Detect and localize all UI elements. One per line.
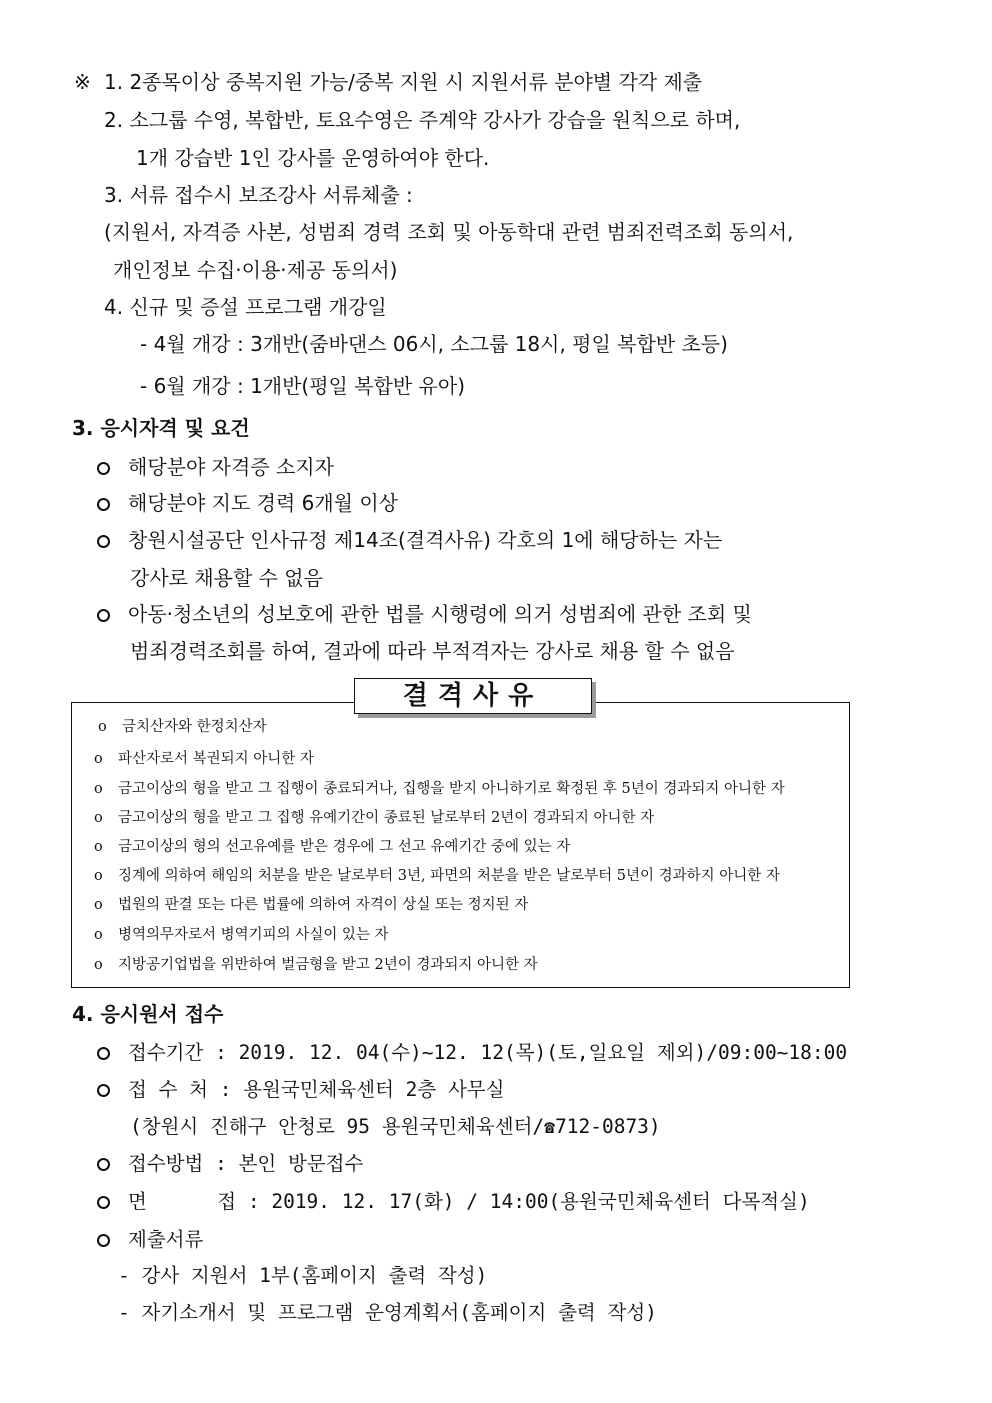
circle-bullet-icon (97, 498, 110, 511)
section3-bullet-3: 창원시설공단 인사규정 제14조(결격사유) 각호의 1에 해당하는 자는 (97, 526, 722, 554)
circle-bullet-icon (97, 462, 110, 475)
section4-heading: 4. 응시원서 접수 (72, 1002, 224, 1026)
note-mark: ※ (74, 70, 91, 94)
circle-bullet-icon (97, 1084, 110, 1097)
circle-bullet-icon (97, 609, 110, 622)
disqualification-item: o 지방공기업법을 위반하여 벌금형을 받고 2년이 경과되지 아니한 자 (94, 957, 538, 973)
section3-bullet-3-cont: 강사로 채용할 수 없음 (130, 566, 323, 590)
disqualification-title: 결격사유 (354, 678, 592, 714)
section3-heading: 3. 응시자격 및 요건 (72, 416, 250, 440)
disqualification-item: o 금고이상의 형의 선고유예를 받은 경우에 그 선고 유예기간 중에 있는 자 (94, 839, 571, 855)
section4-address: (창원시 진해구 안청로 95 용원국민체육센터/☎712-0873) (130, 1115, 661, 1138)
circle-bullet-icon (97, 1047, 110, 1060)
disqualification-item: o 파산자로서 복권되지 아니한 자 (94, 751, 314, 767)
note-item-3-docs-cont: 개인정보 수집·이용·제공 동의서) (113, 258, 398, 282)
circle-bullet-icon (97, 535, 110, 548)
section4-method: 접수방법 : 본인 방문접수 (97, 1149, 363, 1178)
circle-bullet-icon (97, 1158, 110, 1171)
section4-doc-1: - 강사 지원서 1부(홈페이지 출력 작성) (118, 1264, 488, 1287)
circle-bullet-icon (97, 1234, 110, 1247)
section3-bullet-4-cont: 범죄경력조회를 하여, 결과에 따라 부적격자는 강사로 채용 할 수 없음 (130, 639, 735, 663)
disqualification-item: o 법원의 판결 또는 다른 법률에 의하여 자격이 상실 또는 정지된 자 (94, 897, 529, 913)
section4-place: 접 수 처 : 용원국민체육센터 2층 사무실 (97, 1075, 504, 1104)
disqualification-item: o 금치산자와 한정치산자 (98, 719, 267, 735)
section4-interview: 면 접 : 2019. 12. 17(화) / 14:00(용원국민체육센터 다목적실) (97, 1187, 810, 1216)
note-item-2-cont: 1개 강습반 1인 강사를 운영하여야 한다. (136, 146, 490, 170)
section4-period: 접수기간 : 2019. 12. 04(수)~12. 12(목)(토,일요일 제외)/09:00~18:00 (97, 1038, 847, 1067)
note-item-4-april: - 4월 개강 : 3개반(줌바댄스 06시, 소그룹 18시, 평일 복합반 초등) (140, 332, 728, 356)
disqualification-item: o 병역의무자로서 병역기피의 사실이 있는 자 (94, 927, 389, 943)
note-item-3-docs: (지원서, 자격증 사본, 성범죄 경력 조회 및 아동학대 관련 범죄전력조회 동의서, (104, 220, 794, 244)
section3-bullet-2: 해당분야 지도 경력 6개월 이상 (97, 489, 398, 517)
circle-bullet-icon (97, 1196, 110, 1209)
disqualification-item: o 금고이상의 형을 받고 그 집행 유예기간이 종료된 날로부터 2년이 경과되지 아니한 자 (94, 810, 655, 826)
disqualification-item: o 징계에 의하여 해임의 처분을 받은 날로부터 3년, 파면의 처분을 받은 날로부터 5년이 경과하지 아니한 자 (94, 868, 780, 884)
note-item-4: 4. 신규 및 증설 프로그램 개강일 (104, 295, 387, 319)
section3-bullet-4: 아동·청소년의 성보호에 관한 법를 시행령에 의거 성범죄에 관한 조회 및 (97, 600, 752, 628)
section4-docs-label: 제출서류 (97, 1225, 203, 1254)
phone-icon: ☎ (544, 1117, 555, 1138)
note-item-1: 1. 2종목이상 중복지원 가능/중복 지원 시 지원서류 분야별 각각 제출 (104, 70, 703, 94)
disqualification-item: o 금고이상의 형을 받고 그 집행이 종료되거나, 집행을 받지 아니하기로 확정된 후 5년이 경과되지 아니한 자 (94, 781, 785, 797)
note-item-2: 2. 소그룹 수영, 복합반, 토요수영은 주계약 강사가 강습을 원칙으로 하며, (104, 108, 741, 132)
note-item-4-june: - 6월 개강 : 1개반(평일 복합반 유아) (140, 374, 465, 398)
section3-bullet-1: 해당분야 자격증 소지자 (97, 453, 334, 481)
section4-doc-2: - 자기소개서 및 프로그램 운영계획서(홈페이지 출력 작성) (118, 1301, 657, 1324)
note-item-3: 3. 서류 접수시 보조강사 서류체출 : (104, 183, 413, 207)
